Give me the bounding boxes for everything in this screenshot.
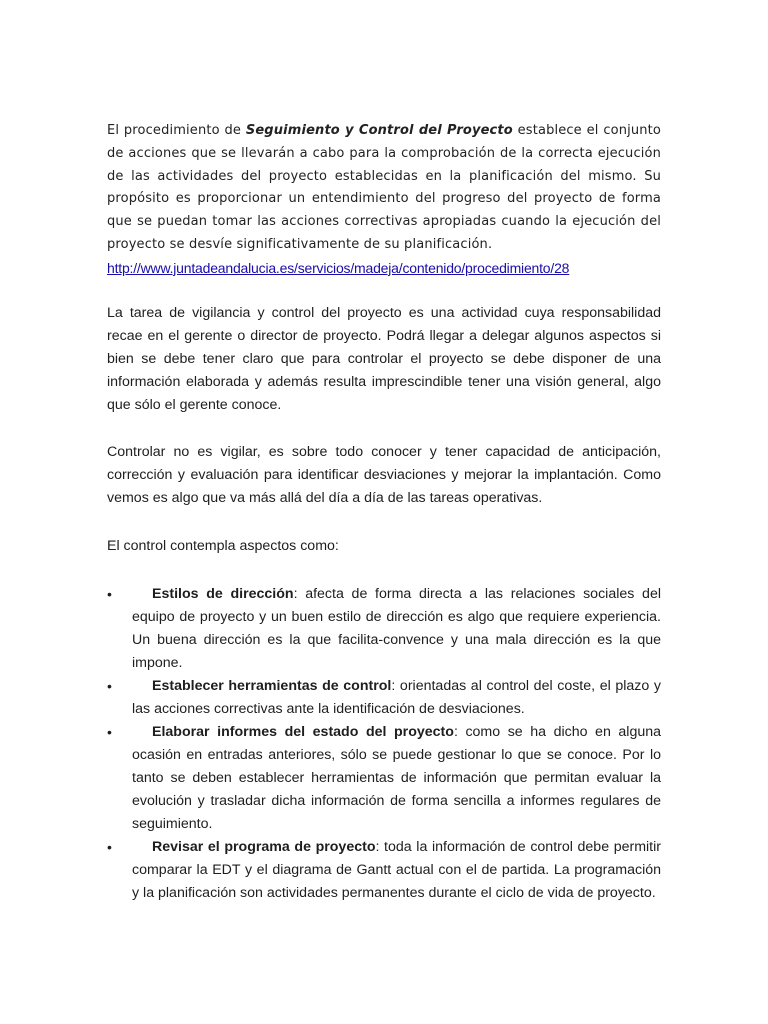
bullet-icon: •: [107, 724, 112, 740]
list-item-heading: Elaborar informes del estado del proyecto: [152, 724, 454, 740]
list-item: [107, 583, 661, 675]
paragraph-controlar: Controlar no es vigilar, es sobre todo conocer y tener capacidad de anticipación, corrección y evaluación para identificar desviaciones y mejorar la implantación. Como vemos es algo que va más allá del día a día de las tareas operativas.: [107, 444, 661, 506]
list-item-text: : como se ha dicho en alguna ocasión en entradas anteriores, sólo se puede gestionar lo que se conoce. Por lo tanto se deben establecer herramientas de información que permitan evaluar la evolución y trasladar dicha información de forma sencilla a informes regulares de seguimiento.: [132, 724, 662, 832]
list-item-text: : afecta de forma directa a las relaciones sociales del equipo de proyecto y un buen estilo de dirección es algo que requiere experiencia. Un buena dirección es la que facilita-convence y una mala dirección es la que impone.: [132, 586, 661, 671]
intro-text-start: El procedimiento de: [107, 123, 246, 138]
bullet-icon: •: [107, 678, 112, 694]
list-item-text: : toda la información de control debe permitir comparar la EDT y el diagrama de Gantt actual con el de partida. La programación y la planificación son actividades permanentes durante el ciclo de vida de proyecto.: [132, 839, 661, 901]
bullet-icon: •: [107, 839, 112, 855]
list-item-heading: Establecer herramientas de control: [152, 678, 392, 694]
intro-text-rest: establece el conjunto de acciones que se llevarán a cabo para la comprobación de la correcta ejecución de las actividades del proyecto establecidas en la planificación del mismo. Su propósito es proporcionar un entendimiento del progreso del proyecto de forma que se puedan tomar las acciones correctivas apropiadas cuando la ejecución del proyecto se desvíe significativamente de su planificación.: [107, 123, 661, 252]
list-item-text: : orientadas al control del coste, el plazo y las acciones correctivas ante la identificación de desviaciones.: [132, 678, 661, 717]
intro-emphasis: Seguimiento y Control del Proyecto: [245, 123, 513, 138]
aspects-list: [107, 583, 661, 905]
intro-paragraph: [107, 120, 661, 282]
paragraph-vigilancia: La tarea de vigilancia y control del proyecto es una actividad cuya responsabilidad recae en el gerente o director de proyecto. Podrá llegar a delegar algunos aspectos si bien se debe tener claro que para controlar el proyecto se debe disponer de una información elaborada y además resulta imprescindible tener una visión general, algo que sólo el gerente conoce.: [107, 305, 661, 413]
list-item: [107, 836, 661, 905]
list-item-heading: Estilos de dirección: [152, 586, 294, 602]
paragraph-aspectos-intro: El control contempla aspectos como:: [107, 538, 339, 554]
source-link[interactable]: http://www.juntadeandalucia.es/servicios/madeja/contenido/procedimiento/28: [107, 259, 570, 276]
list-item-heading: Revisar el programa de proyecto: [152, 839, 376, 855]
list-item: [107, 721, 661, 836]
bullet-icon: •: [107, 586, 112, 602]
list-item: [107, 675, 661, 721]
